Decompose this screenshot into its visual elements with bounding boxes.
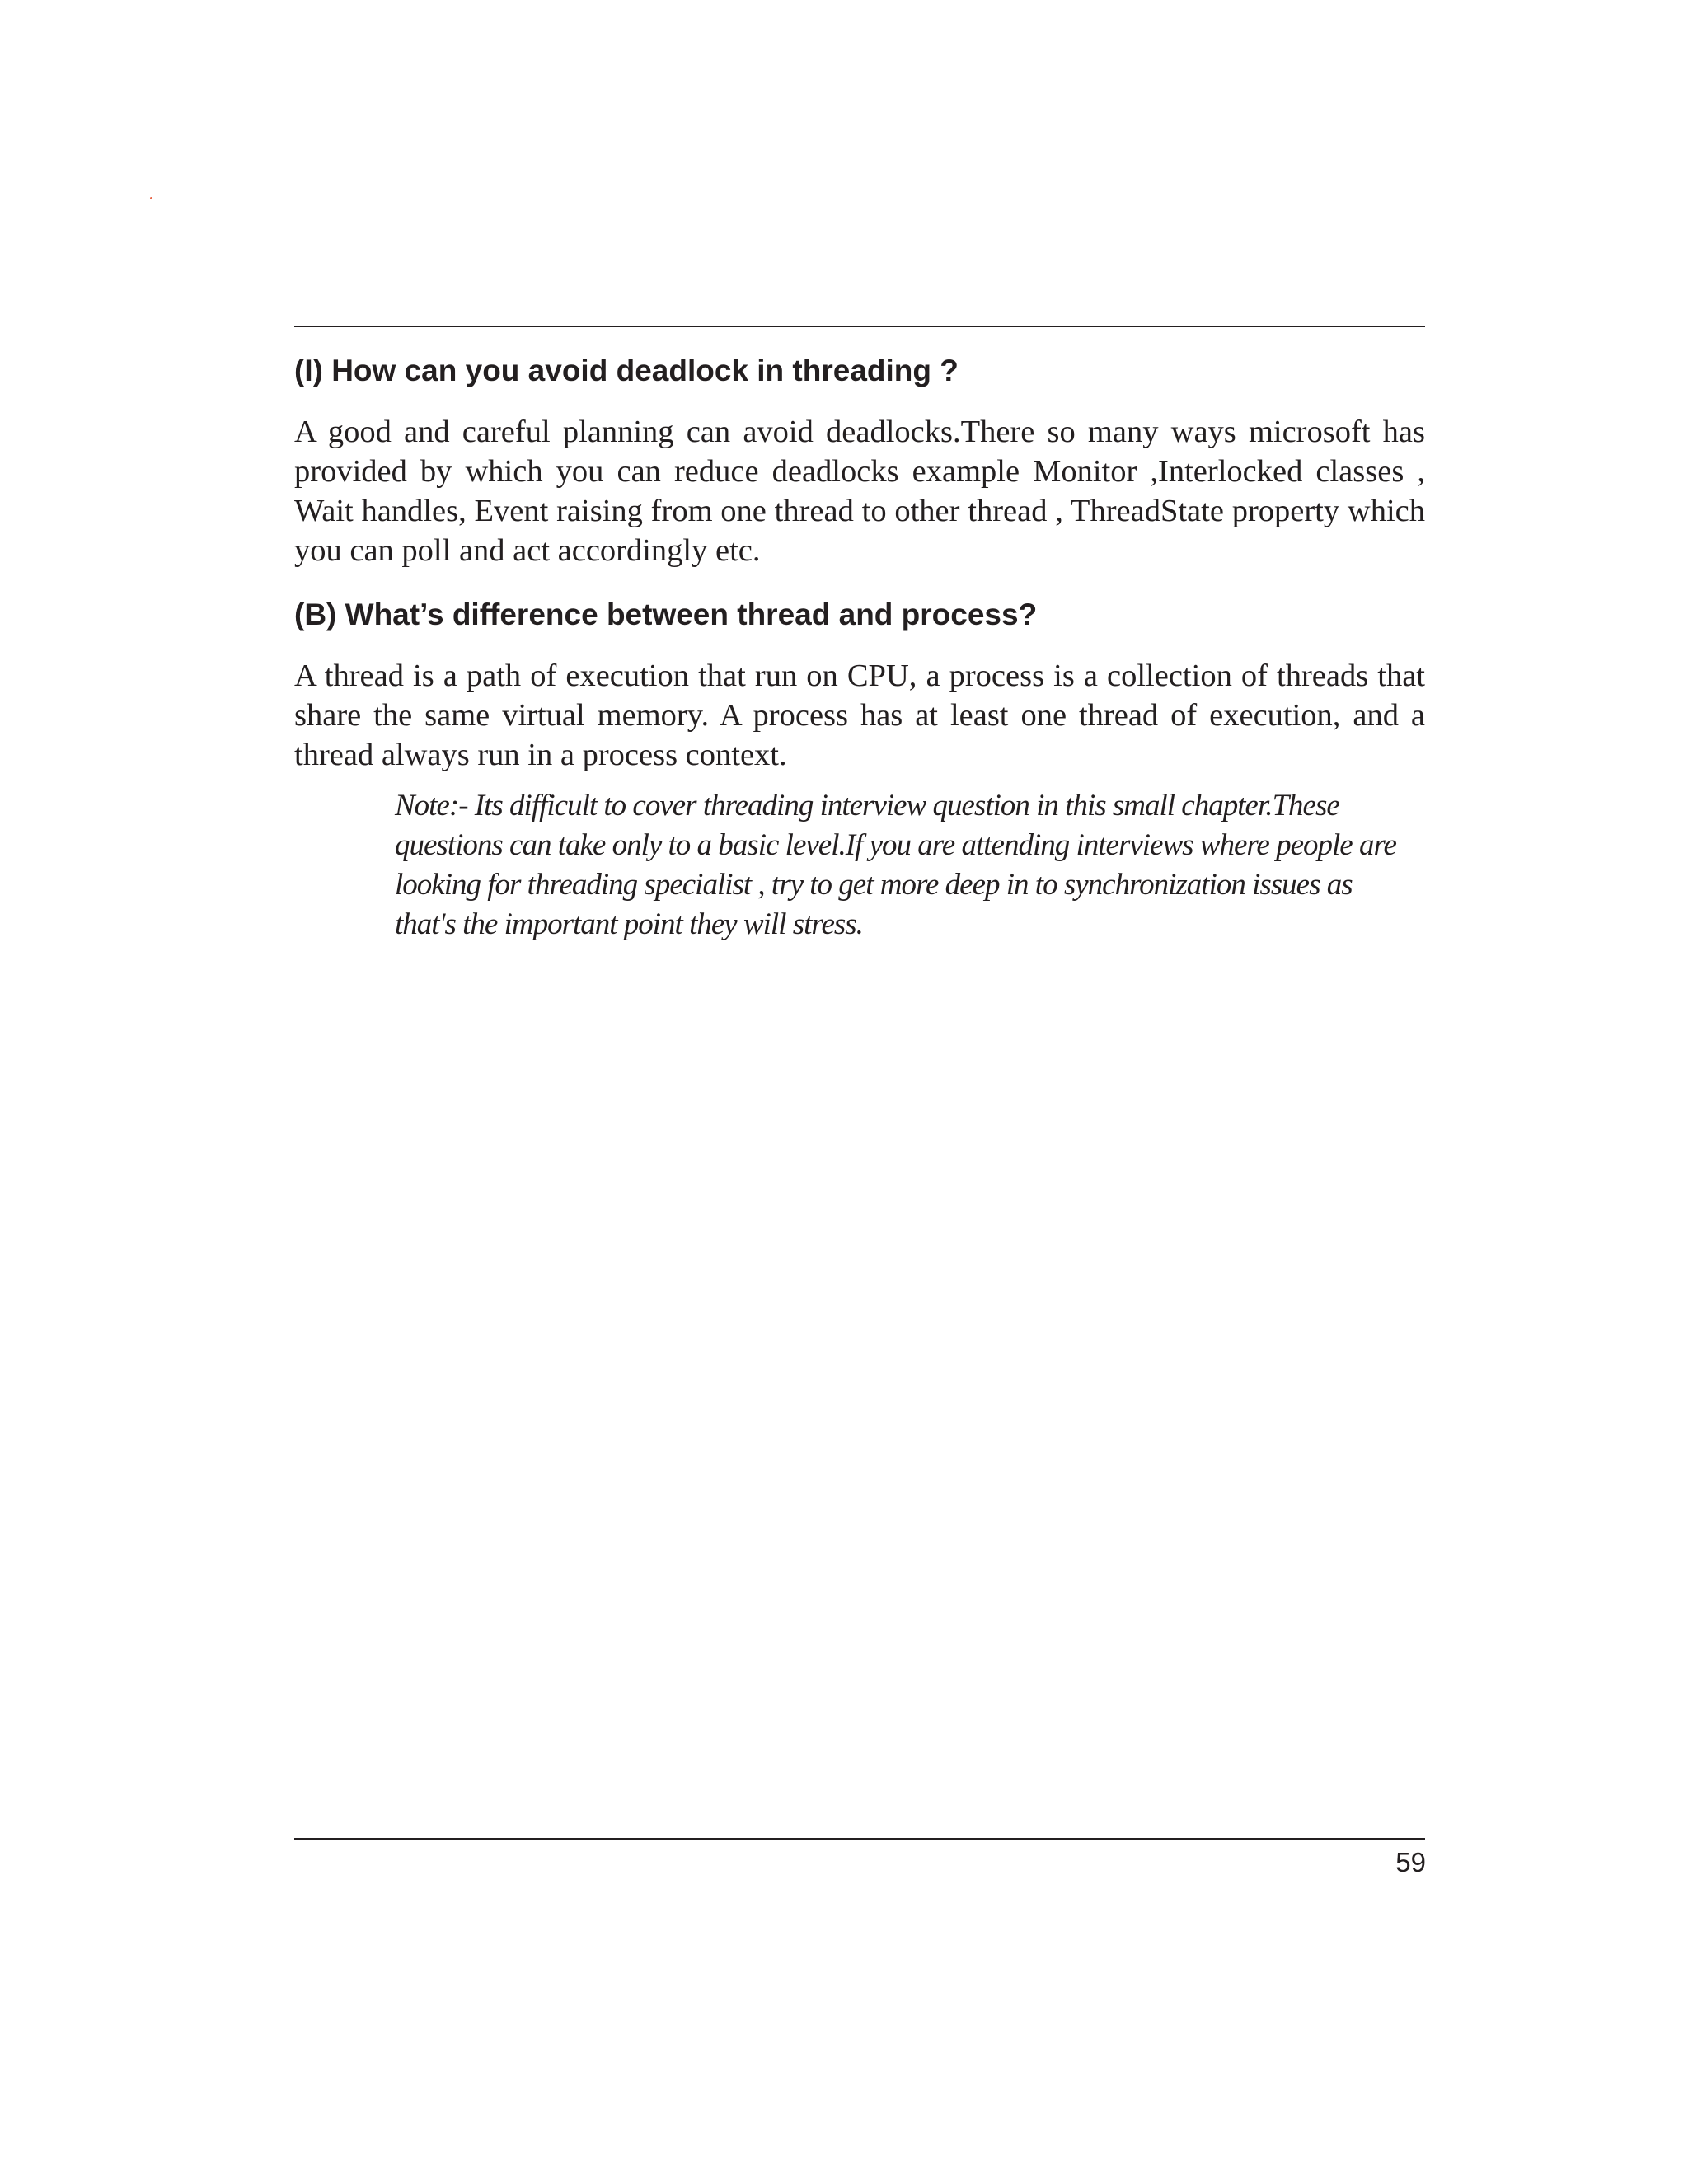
section-body-deadlock: A good and careful planning can avoid deadlocks.There so many ways microsoft has provided by which you can reduce deadlocks example Monitor ,Interlocked classes , Wait handles, Event raising from one thread to other thread , ThreadState property which you can poll and act accordingly etc. — [294, 415, 1425, 568]
section-heading-deadlock: (I) How can you avoid deadlock in threading ? — [294, 354, 959, 387]
header-rule — [294, 326, 1425, 327]
footer-rule — [294, 1838, 1425, 1840]
page-number: 59 — [1395, 1847, 1426, 1877]
page-content — [294, 351, 1425, 944]
section-body-thread-vs-process: A thread is a path of execution that run on CPU, a process is a collection of threads that share the same virtual memory. A process has at least one thread of execution, and a thread always run in a process context. — [294, 658, 1425, 772]
note-paragraph: Note:- Its difficult to cover threading interview question in this small chapter.These questions can take only to a basic level.If you are attending interviews where people are looking for threading specialist , try to get more deep in to synchronization issues as that's the important point they will stress. — [395, 789, 1396, 941]
section-heading-thread-vs-process: (B) What’s difference between thread and process? — [294, 598, 1038, 631]
scan-speck — [150, 197, 152, 199]
